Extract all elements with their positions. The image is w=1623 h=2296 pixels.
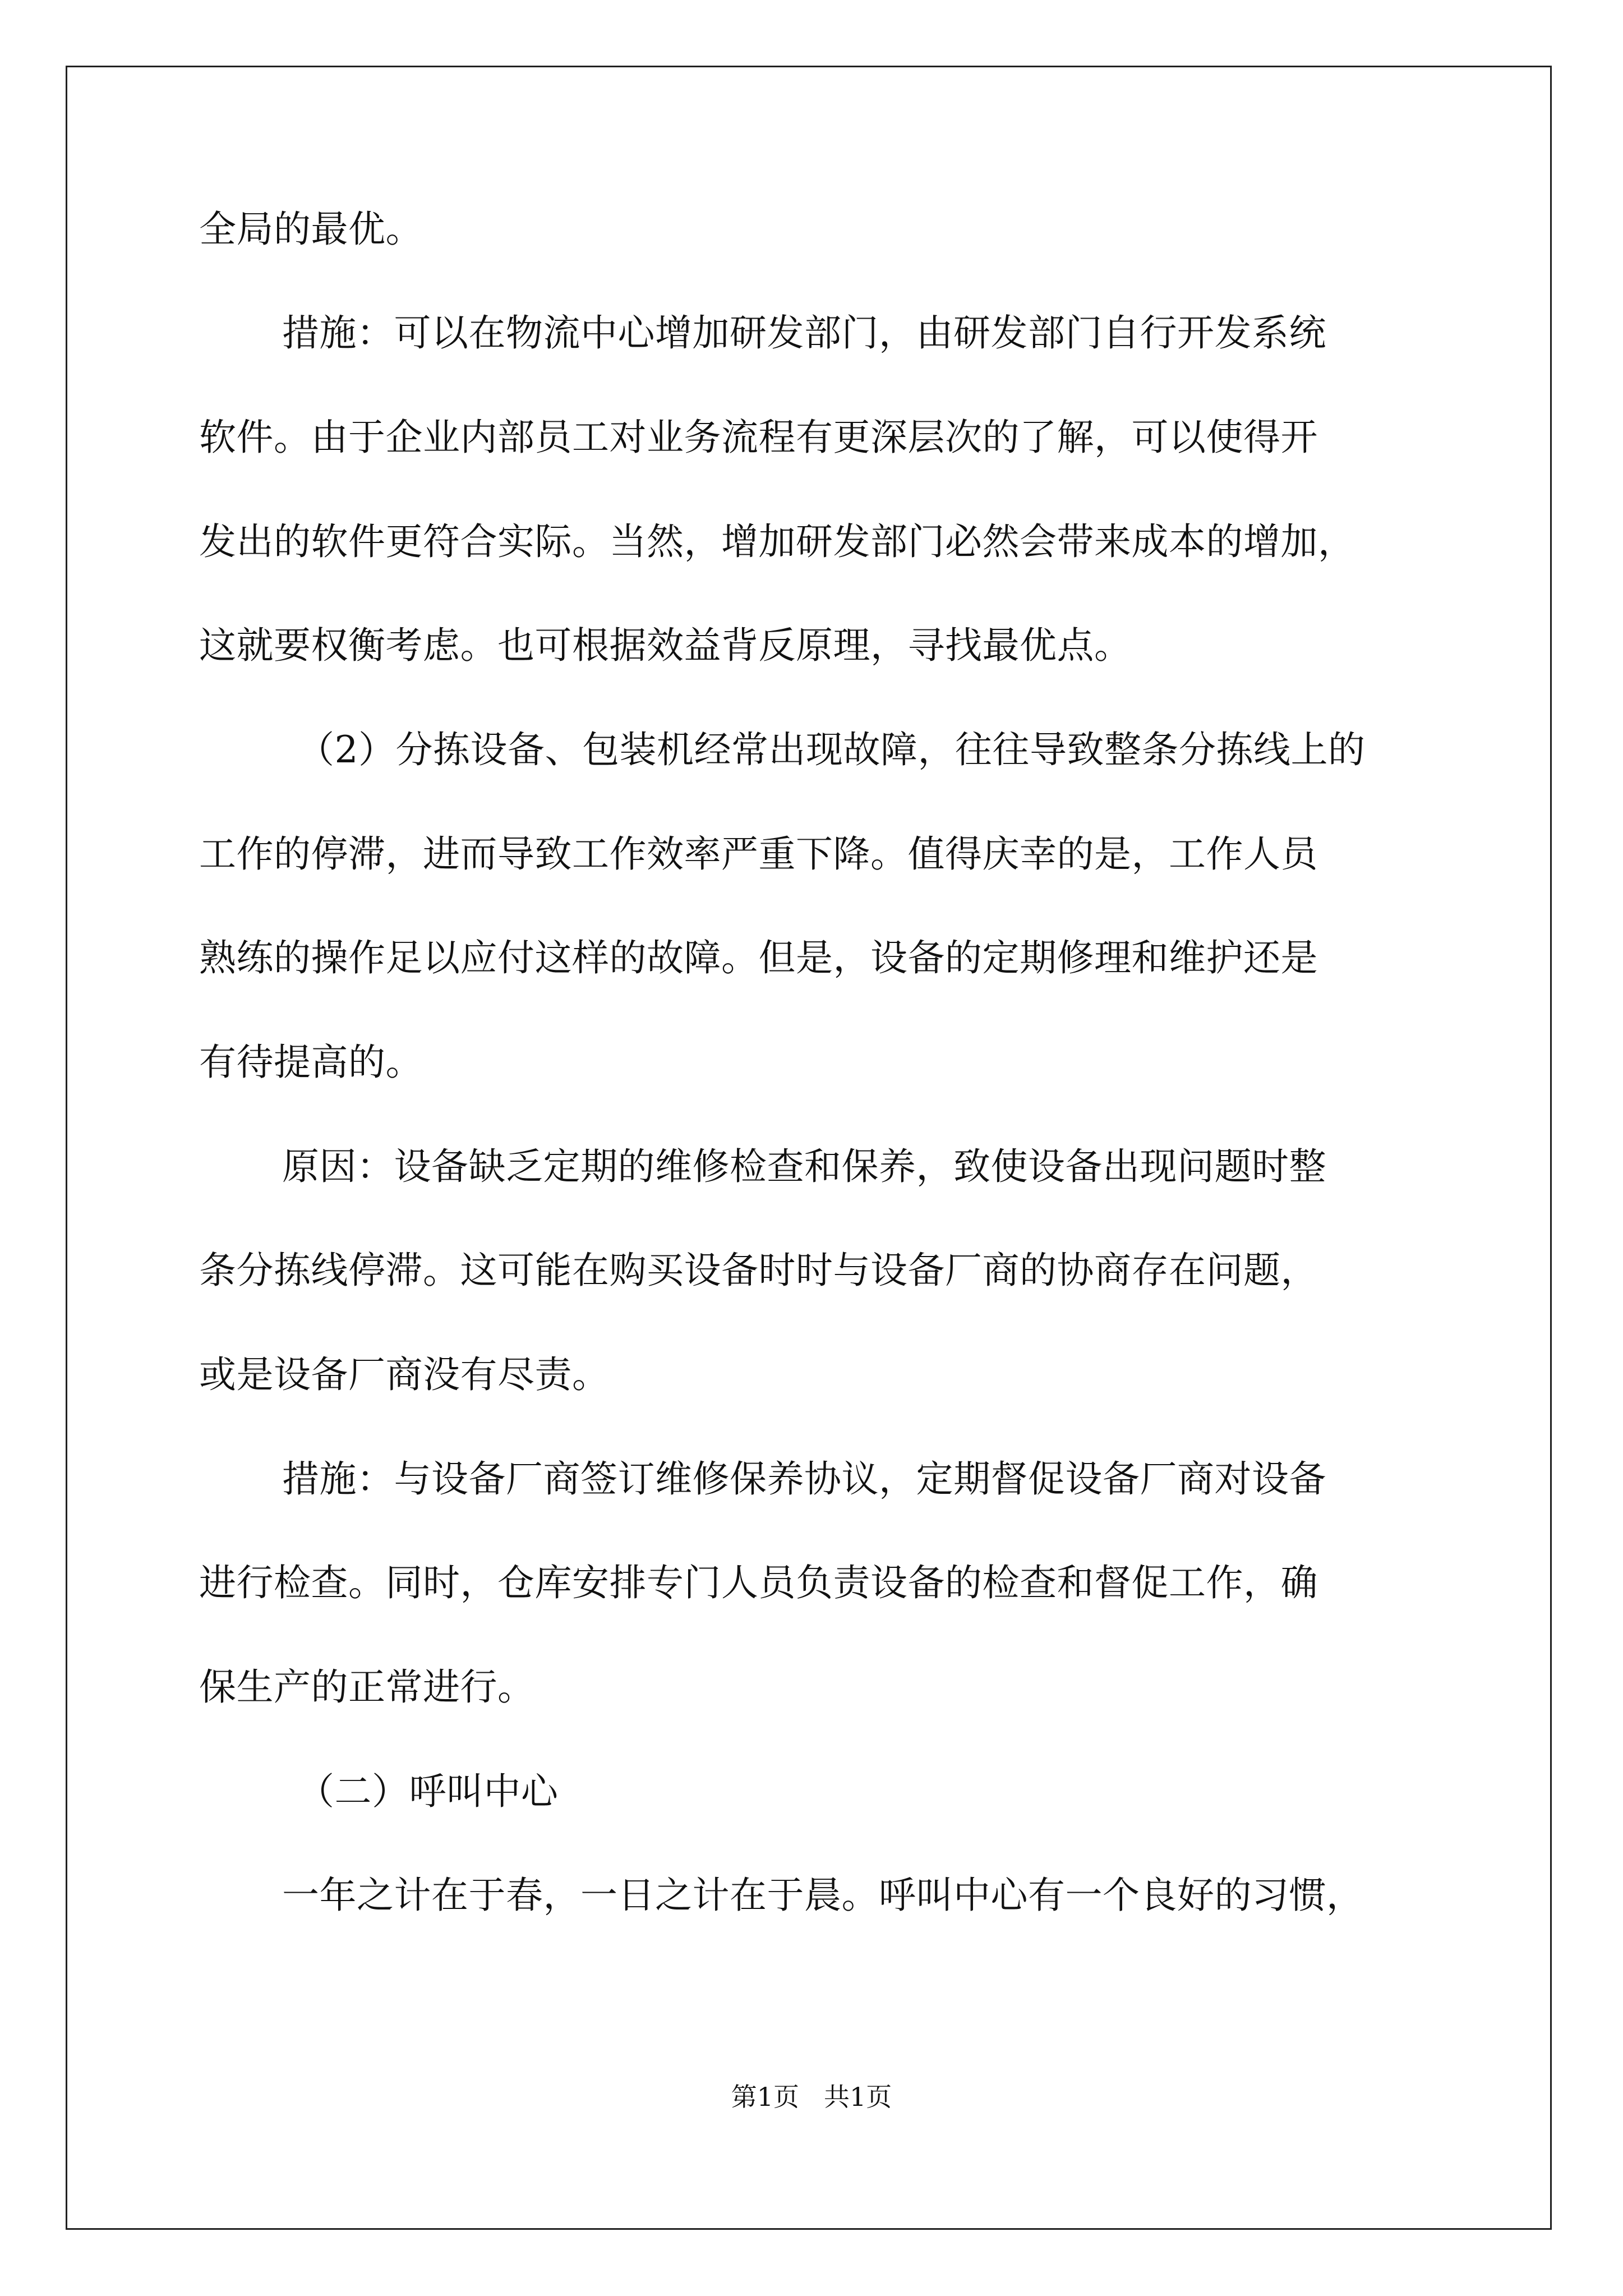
text-line: 工作的停滞，进而导致工作效率严重下降。值得庆幸的是，工作人员: [199, 832, 1318, 876]
page-footer: [0, 2080, 1623, 2114]
text-line: 条分拣线停滞。这可能在购买设备时时与设备厂商的协商存在问题，: [199, 1249, 1318, 1292]
text-line: 一年之计在于春，一日之计在于晨。呼叫中心有一个良好的习惯，: [282, 1874, 1364, 1917]
text-line: 措施：与设备厂商签订维修保养协议，定期督促设备厂商对设备: [282, 1457, 1326, 1501]
text-line: 保生产的正常进行。: [199, 1665, 535, 1709]
text-line: 进行检查。同时，仓库安排专门人员负责设备的检查和督促工作，确: [199, 1561, 1318, 1604]
text-line: 这就要权衡考虑。也可根据效益背反原理，寻找最优点。: [199, 624, 1132, 667]
text-line: 发出的软件更符合实际。当然，增加研发部门必然会带来成本的增加，: [199, 520, 1355, 563]
section-heading: （二）呼叫中心: [297, 1770, 559, 1813]
page-number: 第1页: [731, 2082, 800, 2112]
text-line: 原因：设备缺乏定期的维修检查和保养，致使设备出现问题时整: [282, 1145, 1326, 1188]
text-line: 熟练的操作足以应付这样的故障。但是，设备的定期修理和维护还是: [199, 936, 1318, 979]
text-line: 有待提高的。: [199, 1041, 423, 1084]
text-line: 措施：可以在物流中心增加研发部门，由研发部门自行开发系统: [282, 311, 1326, 355]
text-line: 全局的最优。: [199, 208, 423, 251]
page-total: 共1页: [823, 2082, 892, 2112]
text-line: 或是设备厂商没有尽责。: [199, 1353, 610, 1396]
text-line: 软件。由于企业内部员工对业务流程有更深层次的了解，可以使得开: [199, 416, 1318, 459]
text-line: （2）分拣设备、包装机经常出现故障，往往导致整条分拣线上的: [297, 728, 1366, 771]
